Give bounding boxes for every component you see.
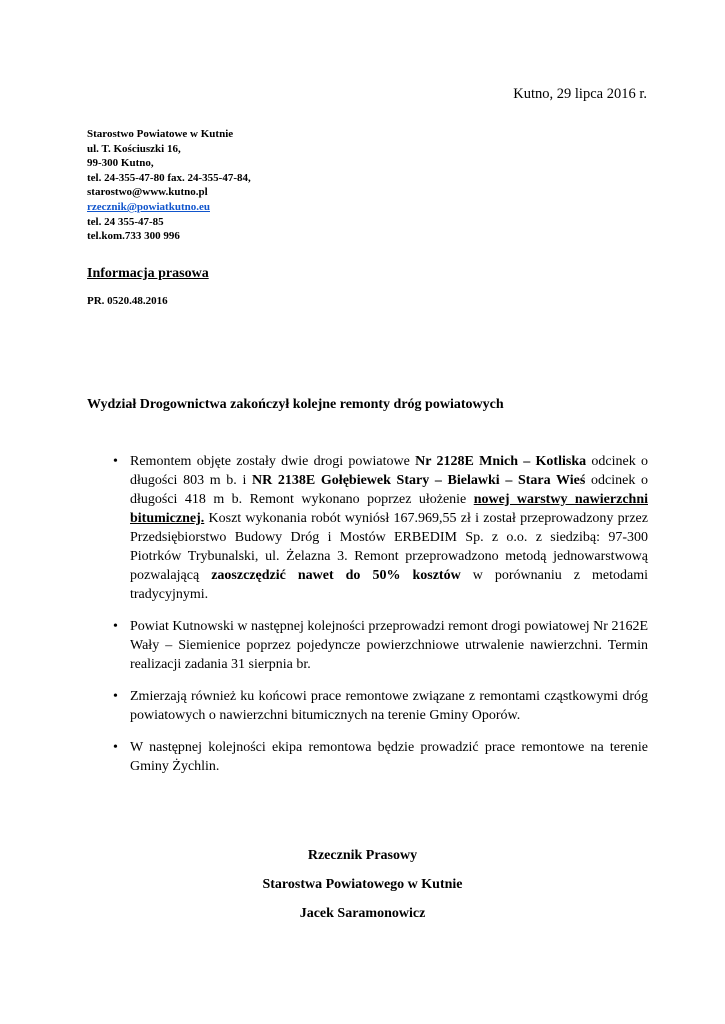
- bullet-icon: •: [113, 740, 118, 755]
- reference-number: PR. 0520.48.2016: [87, 295, 168, 307]
- spokesperson-mobile: tel.kom.733 300 996: [87, 230, 180, 243]
- bullet-icon: •: [113, 689, 118, 704]
- list-item: • Zmierzają również ku końcowi prace remontowe związane z remontami cząstkowymi dróg powiatowych o nawierzchni bitumicznych na terenie Gminy Oporów.: [113, 689, 648, 723]
- sender-name: Starostwo Powiatowe w Kutnie: [87, 128, 234, 140]
- spokesperson-phone: tel. 24 355-47-85: [87, 215, 164, 228]
- signature-role: Rzecznik Prasowy: [307, 848, 418, 863]
- press-release-title: Informacja prasowa: [87, 266, 209, 281]
- sender-email: starostwo@www.kutno.pl: [87, 186, 208, 199]
- bullet-list: [113, 452, 648, 789]
- sender-phone-fax: tel. 24-355-47-80 fax. 24-355-47-84,: [87, 171, 251, 184]
- signature-organization: Starostwa Powiatowego w Kutnie: [262, 877, 463, 892]
- bullet-icon: •: [113, 619, 118, 634]
- sender-city: 99-300 Kutno,: [87, 157, 154, 170]
- signature-block: [0, 848, 725, 935]
- signature-name: Jacek Saramonowicz: [299, 906, 426, 921]
- sender-address-block: [87, 127, 251, 244]
- sender-street: ul. T. Kościuszki 16,: [87, 142, 181, 155]
- spokesperson-email-link[interactable]: rzecznik@powiatkutno.eu: [87, 200, 210, 213]
- press-release-headline: Wydział Drogownictwa zakończył kolejne remonty dróg powiatowych: [87, 397, 504, 412]
- list-item: • Powiat Kutnowski w następnej kolejności przeprowadzi remont drogi powiatowej Nr 2162E Wały – Siemienice poprzez pojedyncze powierzchniowe utrwalenie nawierzchni. Termin realizacji zadania 31 sierpnia br.: [113, 619, 648, 672]
- bullet-icon: •: [113, 454, 118, 469]
- list-item: • Remontem objęte zostały dwie drogi powiatowe Nr 2128E Mnich – Kotliska odcinek o długości 803 m b. i NR 2138E Gołębiewek Stary – Bielawki – Stara Wieś odcinek o długości 418 m b. Remont wykonano poprzez ułożenie nowej warstwy nawierzchni bitumicznej. Koszt wykonania robót wyniósł 167.969,55 zł i został przeprowadzony przez Przedsiębiorstwo Budowy Dróg i Mostów ERBEDIM Sp. z o.o. z siedzibą: 97-300 Piotrków Trybunalski, ul. Żelazna 3. Remont przeprowadzono metodą jednowarstwową pozwalającą zaoszczędzić nawet do 50% kosztów w porównaniu z metodami tradycyjnymi.: [113, 454, 648, 602]
- list-item: • W następnej kolejności ekipa remontowa będzie prowadzić prace remontowe na terenie Gminy Żychlin.: [113, 740, 648, 774]
- document-date: Kutno, 29 lipca 2016 r.: [513, 86, 647, 102]
